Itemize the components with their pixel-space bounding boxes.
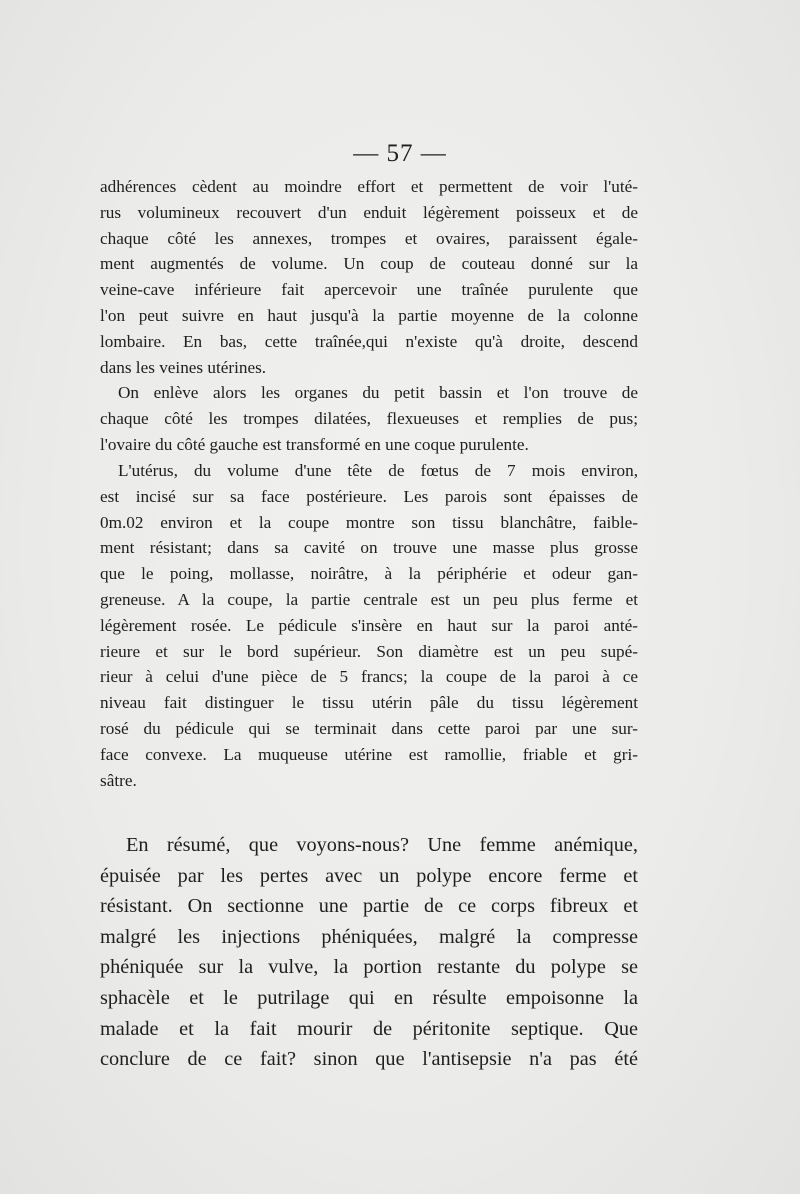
- text-line: rieur à celui d'une pièce de 5 francs; la coupe de la paroi à ce: [100, 667, 638, 687]
- text-line: rieure et sur le bord supérieur. Son diamètre est un peu supé-: [100, 641, 638, 661]
- text-line: phéniquée sur la vulve, la portion restante du polype se: [100, 956, 638, 979]
- text-line: conclure de ce fait? sinon que l'antisepsie n'a pas été: [100, 1048, 638, 1071]
- text-line: veine-cave inférieure fait apercevoir une traînée purulente que: [100, 280, 638, 300]
- text-line: En résumé, que voyons-nous? Une femme anémique,: [126, 834, 638, 856]
- text-line: L'utérus, du volume d'une tête de fœtus de 7 mois environ,: [118, 461, 638, 480]
- text-line: ment résistant; dans sa cavité on trouve une masse plus grosse: [100, 538, 638, 558]
- text-line: légèrement rosée. Le pédicule s'insère en haut sur la paroi anté-: [100, 615, 638, 635]
- paragraph-pelvic-organs: [100, 380, 638, 457]
- text-line: malade et la fait mourir de péritonite septique. Que: [100, 1017, 638, 1040]
- text-line: On enlève alors les organes du petit bassin et l'on trouve de: [118, 383, 638, 402]
- text-line: épuisée par les pertes avec un polype encore ferme et: [100, 864, 638, 887]
- text-line: que le poing, mollasse, noirâtre, à la périphérie et odeur gan-: [100, 564, 638, 584]
- text-line: ment augmentés de volume. Un coup de couteau donné sur la: [100, 254, 638, 274]
- paragraph-autopsy-adhesions: [100, 174, 638, 380]
- page-number: — 57 —: [353, 140, 447, 167]
- text-line: 0m.02 environ et la coupe montre son tissu blanchâtre, faible-: [100, 512, 638, 532]
- text-line: chaque côté les trompes dilatées, flexueuses et remplies de pus;: [100, 408, 638, 428]
- text-line: adhérences cèdent au moindre effort et permettent de voir l'uté-: [100, 177, 638, 196]
- text-line: dans les veines utérines.: [100, 357, 267, 377]
- text-line: malgré les injections phéniquées, malgré la compresse: [100, 925, 638, 948]
- text-line: niveau fait distinguer le tissu utérin pâle du tissu légèrement: [100, 693, 638, 713]
- text-line: greneuse. A la coupe, la partie centrale est un peu plus ferme et: [100, 589, 638, 609]
- text-line: l'on peut suivre en haut jusqu'à la partie moyenne de la colonne: [100, 305, 638, 325]
- text-line: rus volumineux recouvert d'un enduit légèrement poisseux et de: [100, 202, 638, 222]
- text-line: résistant. On sectionne une partie de ce corps fibreux et: [100, 895, 638, 918]
- paragraph-uterus-description: [100, 458, 638, 793]
- text-line: rosé du pédicule qui se terminait dans cette paroi par une sur-: [100, 718, 638, 738]
- text-line: lombaire. En bas, cette traînée,qui n'existe qu'à droite, descend: [100, 331, 638, 351]
- text-line: l'ovaire du côté gauche est transformé en une coque purulente.: [100, 434, 529, 454]
- paragraph-summary: [100, 830, 638, 1075]
- text-line: est incisé sur sa face postérieure. Les parois sont épaisses de: [100, 486, 638, 506]
- text-line: face convexe. La muqueuse utérine est ramollie, friable et gri-: [100, 744, 638, 764]
- text-line: sphacèle et le putrilage qui en résulte empoisonne la: [100, 986, 638, 1009]
- text-line: chaque côté les annexes, trompes et ovaires, paraissent égale-: [100, 228, 638, 248]
- text-line: sâtre.: [100, 770, 137, 790]
